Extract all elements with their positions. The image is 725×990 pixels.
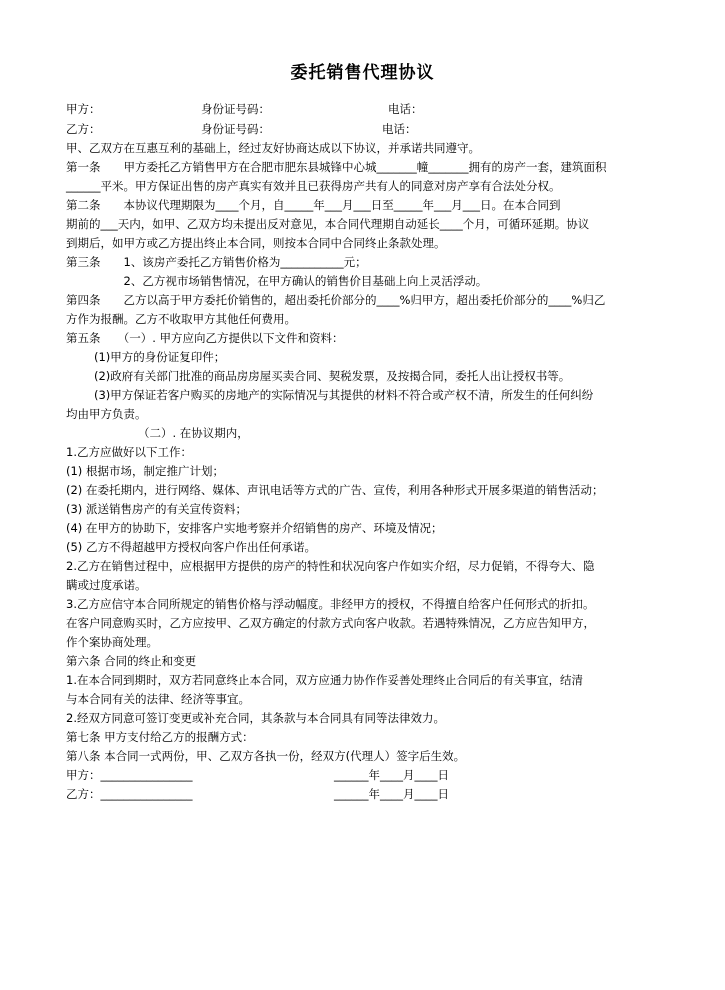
body-line: (1)甲方的身份证复印件； [94, 350, 226, 364]
body-line: 到期后，如甲方或乙方提出终止本合同，则按本合同中合同终止条款处理。 [66, 236, 446, 250]
body-line: 甲、乙双方在互惠互利的基础上，经过友好协商达成以下协议，并承诺共同遵守。 [66, 141, 480, 155]
body-line: 与本合同有关的法律、经济等事宜。 [66, 692, 250, 706]
body-line: 作个案协商处理。 [66, 635, 158, 649]
party-b-label: 乙方： [66, 122, 101, 136]
body-line: (1) 根据市场，制定推广计划； [66, 464, 224, 478]
body-line: 均由甲方负责。 [66, 407, 147, 421]
body-line: (3)甲方保证若客户购买的房地产的实际情况与其提供的材料不符合或产权不清，所发生的任何纠纷 [94, 388, 594, 402]
body-line: 2.乙方在销售过程中，应根据甲方提供的房产的特性和状况向客户作如实介绍，尽力促销，不得夸大、隐 [66, 559, 595, 573]
body-line: 2、乙方视市场销售情况，在甲方确认的销售价目基础上向上灵活浮动。 [66, 274, 488, 288]
body-line: 期前的___天内，如甲、乙双方均未提出反对意见，本合同代理期自动延长____个月，可循环延期。协议 [66, 217, 590, 231]
party-a-id-label: 身份证号码： [201, 102, 270, 116]
document-title: 委托销售代理协议 [290, 63, 435, 83]
party-b-phone-label: 电话： [382, 122, 417, 136]
body-line: 方作为报酬。乙方不收取甲方其他任何费用。 [66, 312, 296, 326]
body-line: (4) 在甲方的协助下，安排客户实地考察并介绍销售的房产、环境及情况； [66, 521, 443, 535]
body-line: 第三条 1、该房产委托乙方销售价格为___________元； [66, 255, 367, 269]
party-a-phone-label: 电话： [388, 102, 423, 116]
body-line: 2.经双方同意可签订变更或补充合同，其条款与本合同具有同等法律效力。 [66, 711, 445, 725]
body-line: 第八条 本合同一式两份，甲、乙双方各执一份，经双方(代理人）签字后生效。 [66, 749, 466, 763]
body-line: (2) 在委托期内，进行网络、媒体、声讯电话等方式的广告、宣传，利用各种形式开展多渠道的销售活动； [66, 483, 604, 497]
body-line: 瞒或过度承诺。 [66, 578, 147, 592]
body-line: 1.在本合同到期时，双方若同意终止本合同，双方应通力协作作妥善处理终止合同后的有关事宜，结清 [66, 673, 583, 687]
body-line: 第六条 合同的终止和变更 [66, 654, 197, 668]
body-line: 第四条 乙方以高于甲方委托价销售的，超出委托价部分的____%归甲方，超出委托价部分的____%归乙 [66, 293, 606, 307]
body-line: 第二条 本协议代理期限为____个月，自_____年___月___日至_____年___月___日。在本合同到 [66, 198, 561, 212]
body-line: (5) 乙方不得超越甲方授权向客户作出任何承诺。 [66, 540, 316, 554]
body-line: 第五条 （一）. 甲方应向乙方提供以下文件和资料： [66, 331, 344, 345]
body-line: (2)政府有关部门批准的商品房房屋买卖合同、契税发票，及按揭合同，委托人出让授权书等。 [94, 369, 571, 383]
body-line: 第七条 甲方支付给乙方的报酬方式： [66, 730, 254, 744]
party-b-id-label: 身份证号码： [201, 122, 270, 136]
signature-party-a: 甲方：________________ [66, 768, 193, 782]
body-line: 第一条 甲方委托乙方销售甲方在合肥市肥东县城锋中心城_______幢_______拥有的房产一套，建筑面积 [66, 160, 607, 174]
party-a-label: 甲方： [66, 102, 101, 116]
body-line: 3.乙方应信守本合同所规定的销售价格与浮动幅度。非经甲方的授权，不得擅自给客户任何形式的折扣。 [66, 597, 595, 611]
body-line: 1.乙方应做好以下工作： [66, 445, 192, 459]
body-line: (3) 派送销售房产的有关宣传资料； [66, 502, 247, 516]
signature-date-b: ______年____月____日 [334, 787, 449, 801]
body-line: 在客户同意购买时，乙方应按甲、乙双方确定的付款方式向客户收款。若遇特殊情况，乙方应告知甲方， [66, 616, 595, 630]
signature-date-a: ______年____月____日 [334, 768, 449, 782]
body-line: ______平米。甲方保证出售的房产真实有效并且已获得房产共有人的同意对房产享有合法处分权。 [66, 179, 561, 193]
signature-party-b: 乙方：________________ [66, 787, 193, 801]
body-line: （二）. 在协议期内， [138, 426, 249, 440]
